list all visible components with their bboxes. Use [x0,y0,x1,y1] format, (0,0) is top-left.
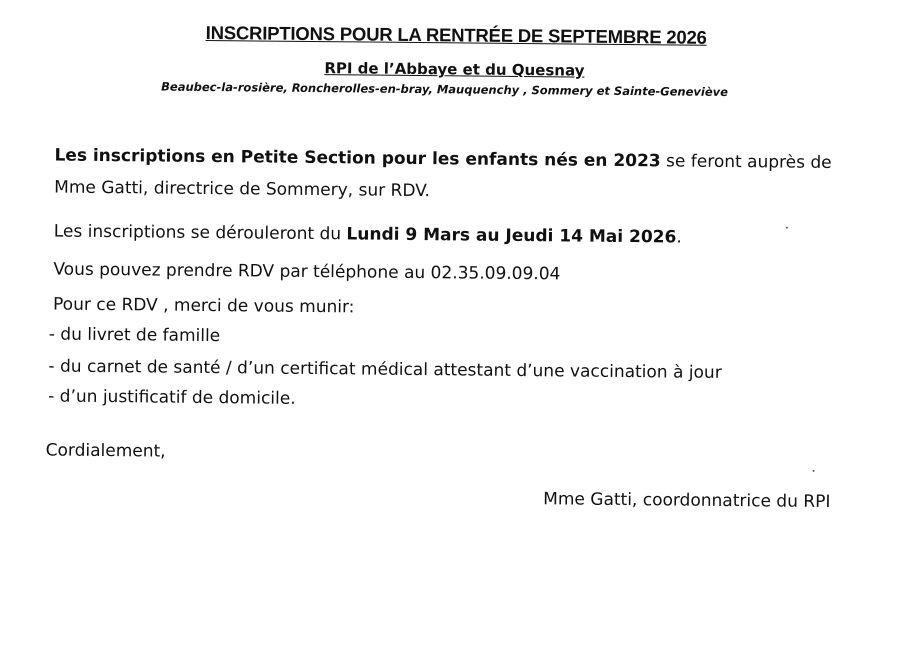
closing-text: Cordialement, [45,440,166,462]
towns-list: Beaubec-la-rosière, Roncherolles-en-bray, Mauquenchy , Sommery et Sainte-Geneviève [161,79,729,99]
paragraph-dates [54,222,682,248]
document-list-item: - du carnet de santé / d’un certificat médical attestant d’une vaccination à jour [48,356,722,383]
dates-end-text: . [676,227,682,248]
signature-text: Mme Gatti, coordonnatrice du RPI [543,489,831,512]
paragraph-documents-intro: Pour ce RDV , merci de vous munir: [52,294,355,318]
paragraph-enrollment-line1 [54,146,831,173]
dates-bold-text: Lundi 9 Mars au Jeudi 14 Mai 2026 [346,224,677,248]
document-title: INSCRIPTIONS POUR LA RENTRÉE DE SEPTEMBRE 2026 [205,21,707,48]
document-subtitle: RPI de l’Abbaye et du Quesnay [324,59,585,80]
enrollment-bold-text: Les inscriptions en Petite Section pour les enfants nés en 2023 [54,145,661,172]
document-list-item: - d’un justificatif de domicile. [48,386,296,409]
document-list-item: - du livret de famille [48,324,221,347]
enrollment-rest-text: se feront auprès de [660,151,832,173]
dates-start-text: Les inscriptions se dérouleront du [53,221,347,245]
scan-speck [813,470,815,472]
paragraph-enrollment-line2: Mme Gatti, directrice de Sommery, sur RDV. [54,177,431,202]
scan-speck [786,227,788,229]
paragraph-phone: Vous pouvez prendre RDV par téléphone au 02.35.09.09.04 [53,259,561,285]
